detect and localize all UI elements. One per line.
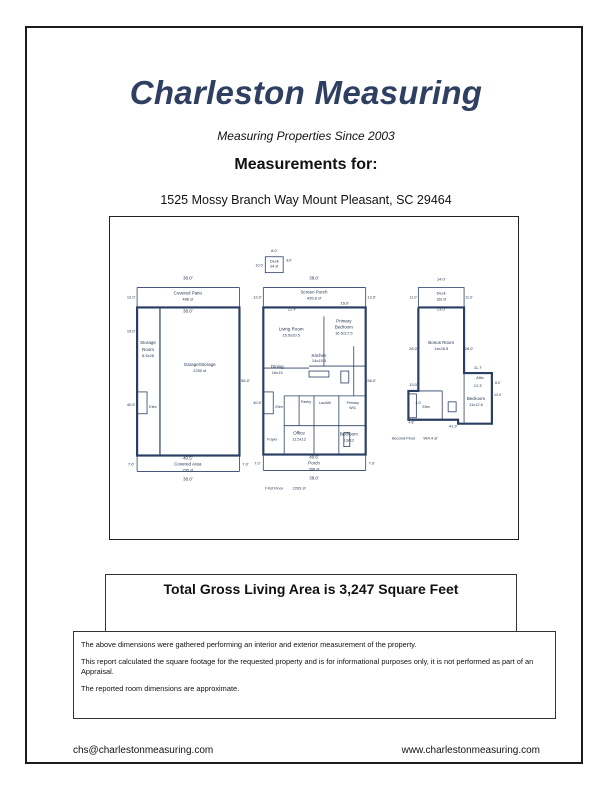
second-dim-left-mid: 13.0' [409,381,418,387]
garage-label: Garage/Storage [183,362,216,368]
first-floor-label: First Floor [265,485,284,491]
disclaimer-line-1: The above dimensions were gathered performing an interior and exterior measurement of the property. [81,640,417,649]
second-deck-side-2: 11.0' [465,295,473,300]
second-elev: Elev [422,403,431,409]
bonus-room-dims: 14x26.5 [434,346,449,352]
footer-website[interactable]: www.charlestonmeasuring.com [401,745,540,756]
floor-plan-drawing [110,217,518,539]
first-dim-right-top: 12.0' [367,294,376,300]
first-deck-label: Deck [269,258,279,264]
first-bedroom-dims: 13x12 [343,437,355,443]
storage-room-label-2: Room [142,347,154,353]
office-label: Office [293,430,305,436]
first-deck-dim: 8.0' [271,247,278,253]
first-dim-right-mid: 56.0' [367,377,376,383]
garage-elev: Elev [149,403,157,409]
garage-dim-right-bottom: 7.0' [242,461,249,467]
first-floor-area: 2263 sf [292,485,306,491]
primary-wic-label-2: WIC [349,405,357,410]
second-deck-side: 11.0' [409,295,418,300]
second-deck-area: 163 sf [436,297,447,302]
garage-dim-left-low: 40.5' [126,401,136,407]
garage-dim-left-top: 12.0' [126,294,136,300]
disclaimer-line-3: The reported room dimensions are approximate. [81,684,240,693]
garage-dim-top: 38.0' [183,275,193,281]
pantry-label: Pantry [300,399,312,404]
second-dim-bottom: 41.3' [448,423,458,429]
first-dim-left-bottom: 7.0' [254,460,261,466]
dining-dims: 16x13 [271,370,283,376]
first-dim-right-bottom: 7.0' [368,460,375,466]
garage-area: 2250 sf [193,368,207,374]
attic-dim: 11.7' [473,365,483,371]
covered-area-label: Covered Area [174,461,202,467]
footer-email[interactable]: chs@charlestonmeasuring.com [73,745,214,756]
office-dims: 11.5x12 [292,436,307,442]
second-deck-label: Deck [436,290,446,296]
garage-dim-bottom-inner: 40.5' [183,455,193,461]
front-porch-label: Porch [308,460,320,466]
primary-bedroom-label-2: Bedroom [334,324,353,330]
first-dim-bottom-inner: 40.5' [309,454,319,460]
second-dim-right: 28.0' [464,346,474,352]
foyer-label: Foyer [267,436,278,442]
first-elev: Elev [275,403,284,409]
second-dim-left: 28.0' [409,346,418,352]
second-dim-top: 23.0' [436,306,446,312]
first-bedroom-label: Bedroom [339,431,358,437]
floor-plan-panel [109,216,519,540]
first-dim-bottom: 38.0' [309,475,319,481]
screen-porch-label: Screen Porch [300,289,328,295]
covered-area-size: 295 sf [182,467,194,473]
second-bedroom-dims: 11x12.5 [469,401,483,407]
first-dim-top: 38.0' [309,275,319,281]
garage-outline [137,307,239,455]
attic-label: Attic [476,374,484,380]
laundry-label: Lau/Util [318,400,331,405]
second-dim-side: 8.0' [495,380,501,385]
company-tagline: Measuring Properties Since 2003 [217,129,395,143]
second-bedroom-label: Bedroom [466,395,486,401]
primary-bedroom-dims: 16.5x17.5 [335,330,353,336]
living-room-label: Living Room [278,326,304,332]
first-deck-area: 64 sf [270,264,279,269]
garage-dim-left-mid: 15.0' [126,328,136,334]
first-dim-inner-1: 22.4' [287,306,297,312]
first-dim-left-top: 12.0' [253,294,262,300]
company-title: Charleston Measuring [129,74,483,111]
living-room-dims: 15.5x20.5 [282,332,300,338]
second-deck-dim: 14.0' [436,276,446,282]
dining-label: Dining [270,364,284,370]
second-dim-small-2: 4.0' [415,400,422,405]
primary-wic-label: Primary [346,400,359,405]
disclaimer-line-2: This report calculated the square footage for the requested property and is for informational purposes only, it is not performed as part of an Appraisal. [81,657,534,676]
storage-room-label: Storage [140,340,156,346]
screen-porch-area: 435.8 sf [306,295,322,301]
garage-dim-right: 56.0' [241,377,250,383]
second-dim-side-2: 13.0' [494,392,502,397]
garage-dim-bottom: 38.0' [183,476,193,482]
primary-bedroom-label: Primary [336,318,352,324]
second-floor-area: 984.4 sf [423,435,438,441]
garage-dim-left-bottom: 7.0' [127,461,135,467]
first-dim-inner-2: 15.0' [340,300,350,306]
first-deck-side: 8.0' [286,258,292,263]
first-dim-left-mid: 40.5' [253,399,262,405]
measurements-heading: Measurements for: [234,156,378,173]
kitchen-label: Kitchen [311,353,327,359]
total-gla: Total Gross Living Area is 3,247 Square Feet [163,581,459,597]
storage-room-dims: 8.5x26 [142,353,154,359]
garage-patio-area: 488 sf [182,296,194,302]
bonus-room-label: Bonus Room [428,340,455,346]
front-porch-area: 288 sf [308,466,320,472]
first-deck-side-2: 10.0' [255,263,264,268]
second-dim-small-1: 4.8' [408,420,415,425]
property-address: 1525 Mossy Branch Way Mount Pleasant, SC 29464 [160,193,452,207]
garage-dim-mid: 38.0' [183,308,193,314]
kitchen-dims: 14x15.5 [311,358,327,364]
second-dim-mid: 12.3' [473,382,483,388]
garage-patio-label: Covered Patio [173,290,202,296]
second-floor-label: Second Floor [391,435,416,441]
disclaimer-box [73,631,556,719]
